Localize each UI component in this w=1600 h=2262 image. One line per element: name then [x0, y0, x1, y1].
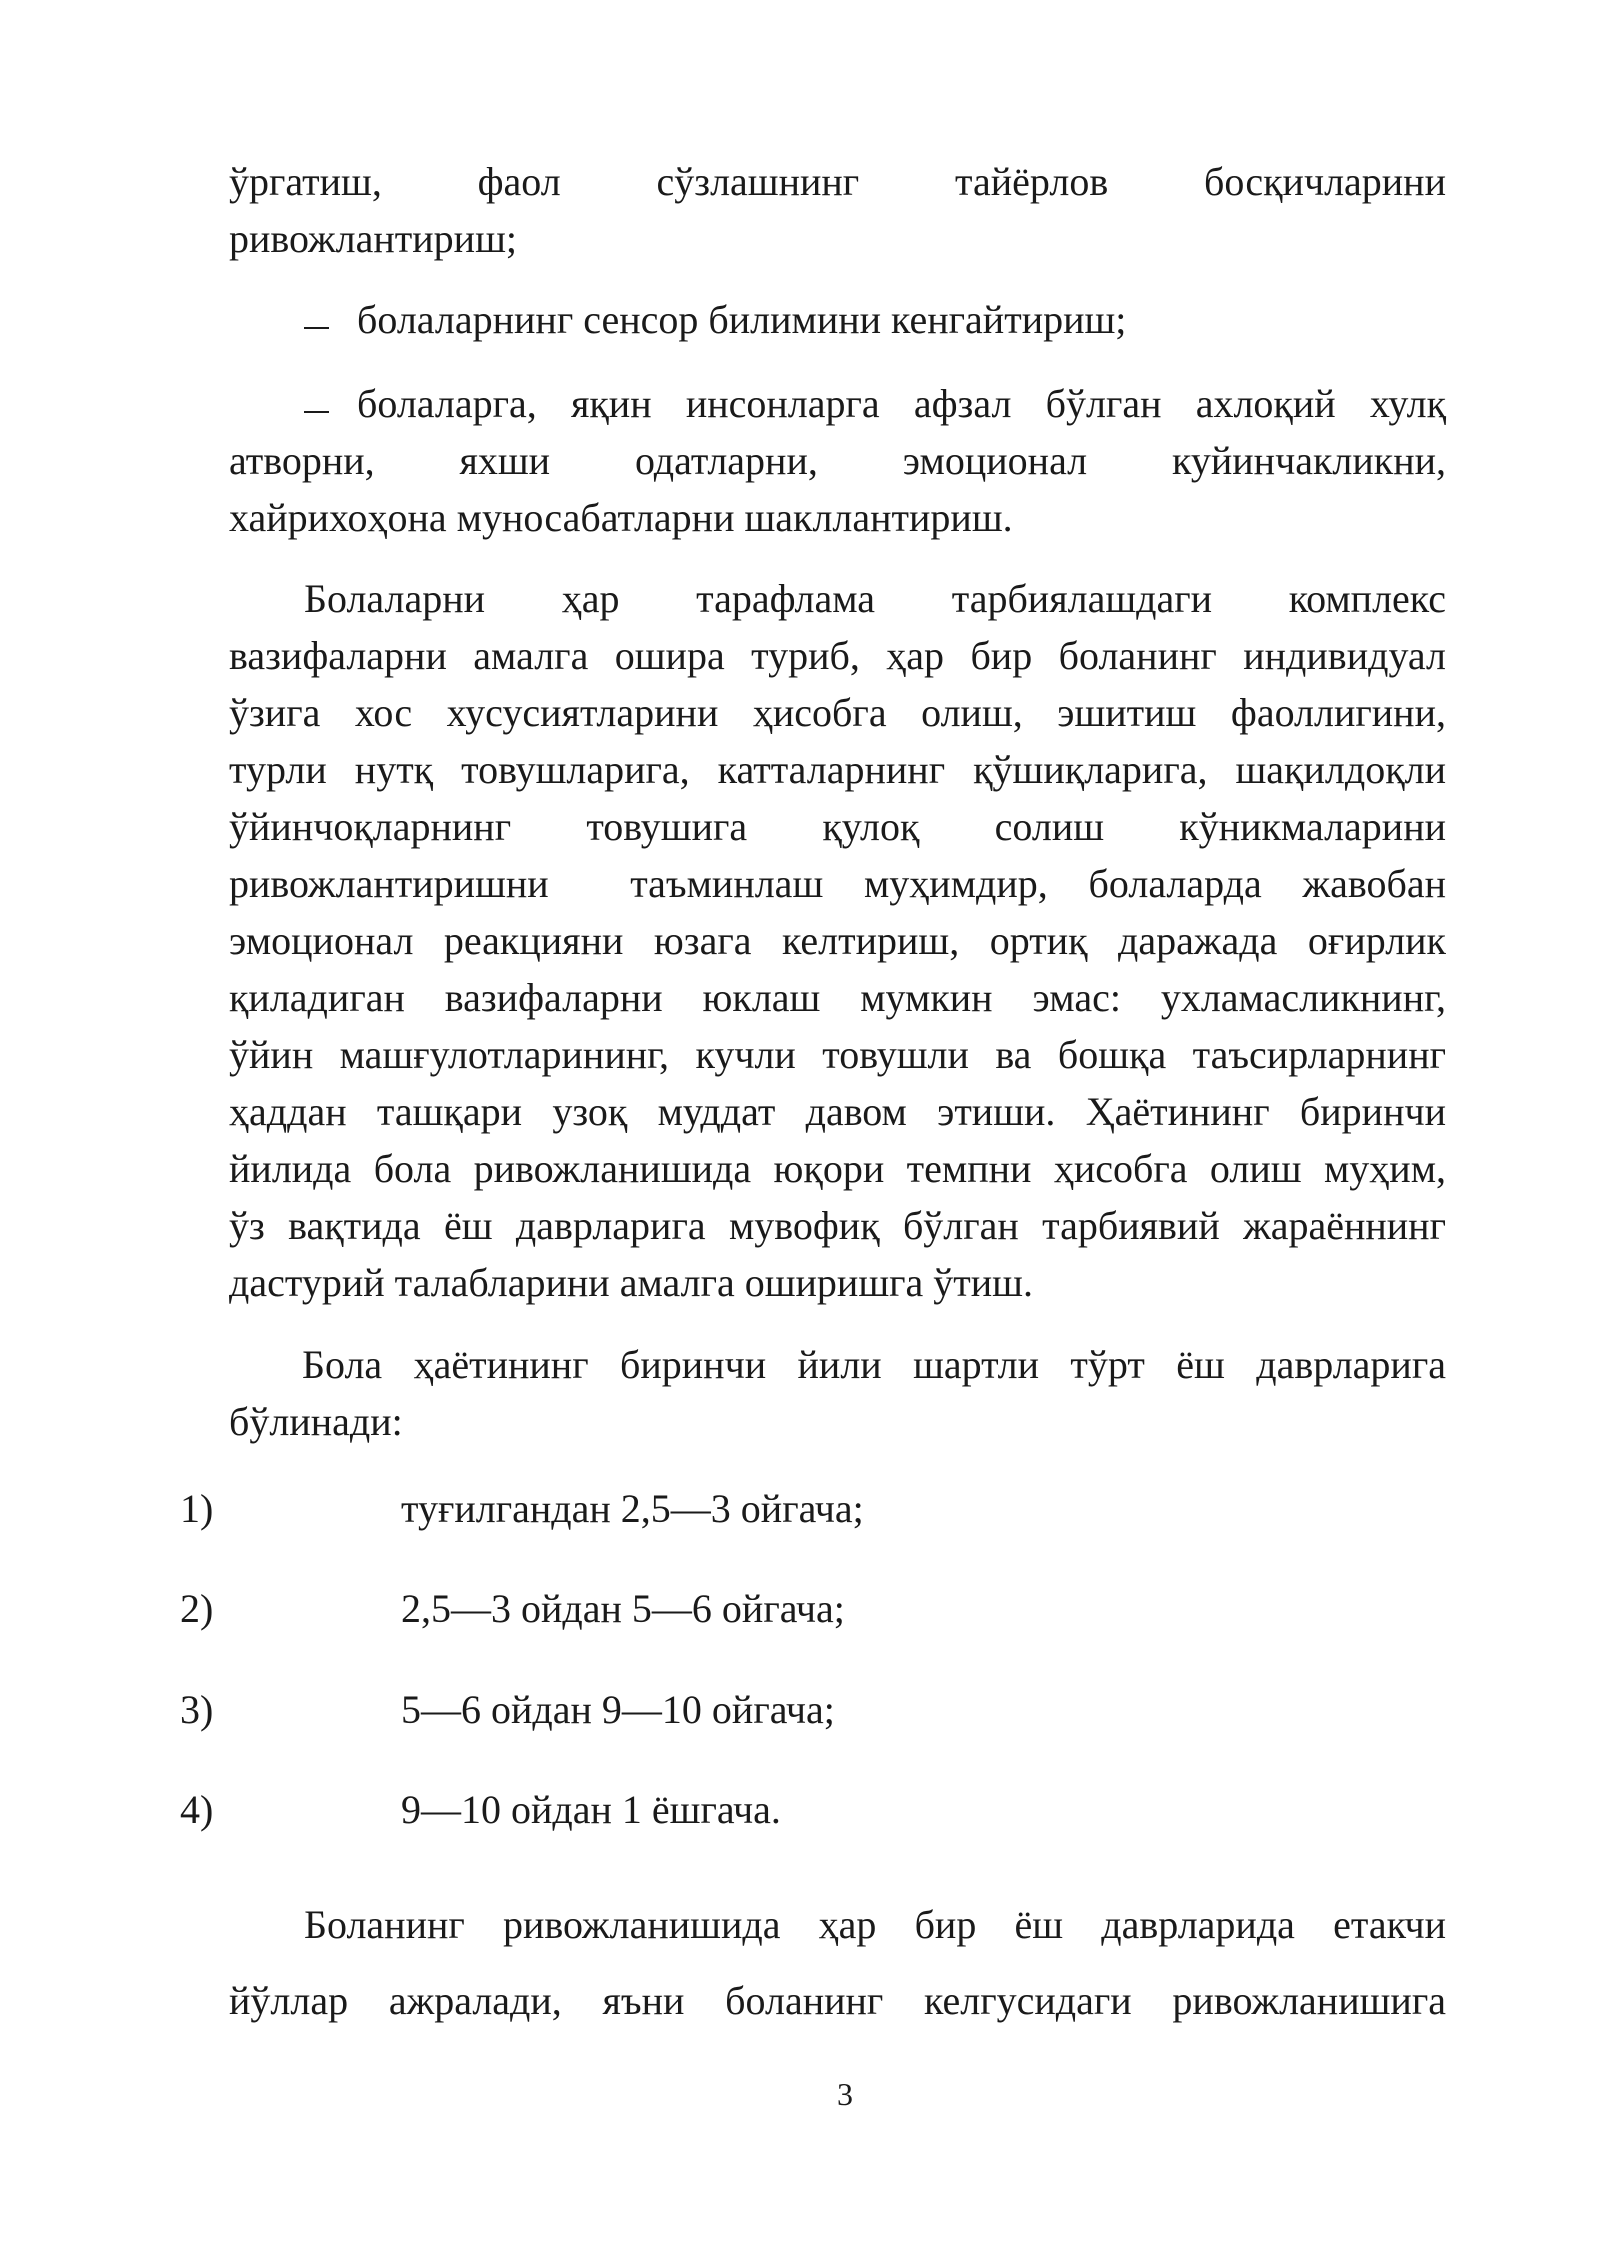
paragraph-line: ривожлантириш; [229, 216, 517, 261]
paragraph-line: ўз вақтида ёш даврларига мувофиқ бўлган тарбиявий жараённинг [229, 1203, 1446, 1248]
paragraph-line: ўйин машғулотларининг, кучли товушли ва бошқа таъсирларнинг [229, 1032, 1446, 1077]
paragraph-line: вазифаларни амалга ошира туриб, ҳар бир боланинг индивидуал [229, 633, 1446, 678]
paragraph-line: Боланинг ривожланишида ҳар бир ёш даврларида етакчи [304, 1902, 1446, 1947]
numbered-item [180, 1580, 845, 1637]
bullet-text: атворни, яхши одатларни, эмоционал куйинчакликни, [229, 438, 1446, 483]
item-number: 2) [180, 1586, 214, 1631]
paragraph-line: йўллар ажралади, яъни боланинг келгусидаги ривожланишига [229, 1978, 1446, 2023]
dash-bullet-icon [304, 327, 329, 329]
paragraph-line: Болаларни ҳар тарафлама тарбиялашдаги комплекс [304, 576, 1446, 621]
dash-bullet-icon [304, 411, 329, 413]
paragraph-line: йилида бола ривожланишида юқори темпни ҳисобга олиш муҳим, [229, 1146, 1446, 1191]
numbered-item [180, 1681, 835, 1738]
paragraph-line: қиладиган вазифаларни юклаш мумкин эмас: ухламасликнинг, [229, 975, 1446, 1020]
paragraph-line: эмоционал реакцияни юзага келтириш, ортиқ даражада оғирлик [229, 918, 1446, 963]
item-number: 1) [180, 1486, 214, 1531]
bullet-item [229, 375, 1446, 546]
bullet-item [229, 291, 1446, 348]
paragraph [229, 570, 1446, 1311]
page-number: 3 [837, 2076, 853, 2112]
bullet-text: болаларга, яқин инсонларга афзал бўлган ахлоқий хулқ [357, 381, 1446, 426]
paragraph-line: турли нутқ товушларига, катталарнинг қўшиқларига, шақилдоқли [229, 747, 1446, 792]
paragraph-line: ўйинчоқларнинг товушига қулоқ солиш кўникмаларини [229, 804, 1446, 849]
item-text: 2,5—3 ойдан 5—6 ойгача; [401, 1586, 845, 1631]
item-text: 5—6 ойдан 9—10 ойгача; [401, 1687, 835, 1732]
paragraph-line: Бола ҳаётининг биринчи йили шартли тўрт ёш даврларига [302, 1342, 1446, 1387]
bullet-text: хайрихоҳона муносабатларни шакллантириш. [229, 495, 1013, 540]
paragraph [229, 1336, 1446, 1450]
paragraph-line: ўзига хос хусусиятларини ҳисобга олиш, эшитиш фаоллигини, [229, 690, 1446, 735]
item-number: 3) [180, 1687, 214, 1732]
bullet-text: болаларнинг сенсор билимини кенгайтириш; [357, 297, 1127, 342]
numbered-item [180, 1480, 864, 1537]
paragraph-line: ўргатиш, фаол сўзлашнинг тайёрлов босқичларини [229, 159, 1446, 204]
paragraph-line: ривожлантиришни таъминлаш муҳимдир, болаларда жавобан [229, 861, 1446, 906]
paragraph-line: бўлинади: [229, 1399, 403, 1444]
paragraph-continuation [229, 153, 1446, 267]
paragraph-line: дастурий талабларини амалга оширишга ўтиш. [229, 1260, 1033, 1305]
item-number: 4) [180, 1787, 214, 1832]
paragraph [229, 1887, 1446, 2039]
paragraph-line: ҳаддан ташқари узоқ муддат давом этиши. Ҳаётининг биринчи [229, 1089, 1446, 1134]
item-text: туғилгандан 2,5—3 ойгача; [401, 1486, 864, 1531]
item-text: 9—10 ойдан 1 ёшгача. [401, 1787, 781, 1832]
numbered-item [180, 1781, 781, 1838]
